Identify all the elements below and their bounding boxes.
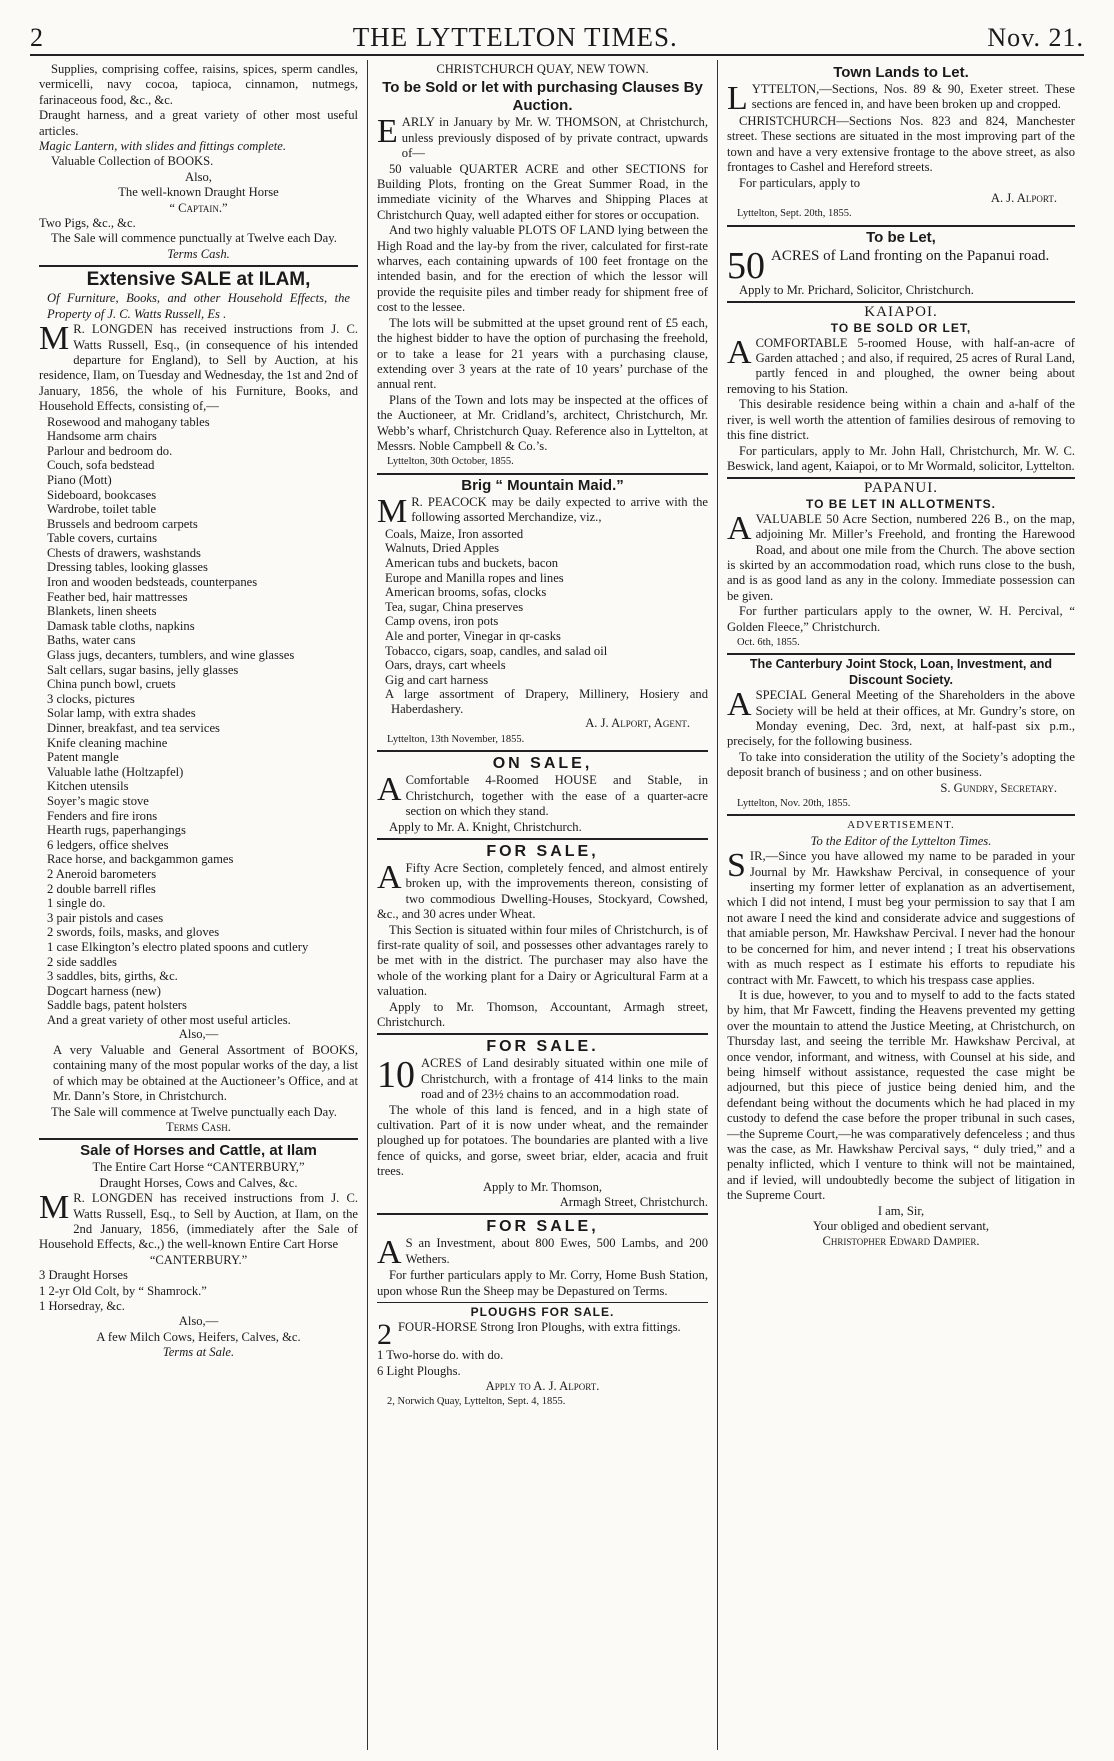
list-item: Damask table cloths, napkins — [47, 618, 195, 633]
text-line: Two Pigs, &c., &c. — [39, 216, 136, 231]
signature: Christopher Edward Dampier. — [822, 1234, 980, 1249]
ad-heading: ADVERTISEMENT. — [847, 819, 955, 832]
ad-body: YTTELTON,—Sections, Nos. 89 & 90, Exeter street. These sections are fenced in, and have been broken up and cropped. — [751, 82, 1075, 112]
list-item: Baths, water cans — [47, 633, 136, 648]
list-item: 3 pair pistols and cases — [47, 910, 164, 925]
horses-sale-ad — [39, 1142, 358, 1360]
drop-cap: L — [727, 80, 748, 117]
ad-body: And two highly valuable PLOTS OF LAND lying between the High Road and the lay-by from the river, calculated for first-rate wharves, each containing upwards of 100 feet frontage on the intended basin, and for the erection of which the lessor will provide the requisite piles and timber ready for shipment free of cost to the lessee. — [377, 223, 708, 315]
ad-heading: To be Sold or let with purchasing Clauses By Auction. — [382, 79, 703, 115]
apply-line: Apply to Mr. Thomson, Accountant, Armagh street, Christchurch. — [377, 999, 708, 1029]
ad-body: R. LONGDEN has received instructions from J. C. Watts Russell, Esq., to Sell by Auction, at Ilam, on the 2nd January, 1856, (immediately after the Sale of Household Effects, &c.,) the well-known Entire Cart Horse — [39, 1191, 358, 1252]
list-item: Patent mangle — [47, 750, 119, 765]
list-item: Oars, drays, cart wheels — [385, 658, 506, 673]
ad-body: VALUABLE 50 Acre Section, numbered 226 B., on the map, adjoining Mr. Miller’s Freehold, and fronting the Harewood Road, and about one mile from the Church. The above section is skirted by an accommodation road, which runs close to the bush, and is as good land as any in the colony. Immediate possession can be given. — [727, 511, 1075, 603]
dateline: Lyttelton, Nov. 20th, 1855. — [737, 798, 851, 810]
terms-line: Terms Cash. — [167, 246, 230, 261]
drop-number: 10 — [377, 1054, 415, 1097]
ad-body: ACRES of Land desirably situated within one mile of Christchurch, with a frontage of 414 links to the main road and of 23½ chains to an accommodation road. — [421, 1056, 708, 1102]
ad-heading: FOR SALE. — [486, 1038, 599, 1056]
ad-subheading: The Entire Cart Horse “CANTERBURY,” — [92, 1160, 305, 1175]
for-sale-sheep-ad — [377, 1217, 708, 1299]
list-item: 3 Draught Horses — [39, 1268, 128, 1283]
list-item: Europe and Manilla ropes and lines — [385, 570, 564, 585]
ad-heading: PLOUGHS FOR SALE. — [470, 1305, 615, 1320]
list-item: 3 saddles, bits, girths, &c. — [47, 969, 178, 984]
list-item: Feather bed, hair mattresses — [47, 589, 188, 604]
ad-body: COMFORTABLE 5-roomed House, with half-an-acre of Garden attached ; and also, if required, 25 acres of Rural Land, partly fenced in and ploughed, the owner being about removing to his Station. — [727, 335, 1075, 396]
list-item: 2 double barrell rifles — [47, 881, 156, 896]
list-item: Brussels and bedroom carpets — [47, 516, 198, 531]
ad-body: FOUR-HORSE Strong Iron Ploughs, with extra fittings. — [398, 1320, 681, 1335]
for-sale-ten-acre-ad — [377, 1037, 708, 1210]
list-item: Race horse, and backgammon games — [47, 852, 234, 867]
dateline: Oct. 6th, 1855. — [737, 636, 800, 648]
list-item: Solar lamp, with extra shades — [47, 706, 196, 721]
columns — [30, 60, 1084, 1750]
ad-body: Fifty Acre Section, completely fenced, and almost entirely broken up, with the improvements thereon, consisting of two commodious Dwelling-Houses, Stockyard, Cowshed, &c., and 30 acres under Wheat. — [377, 860, 708, 922]
list-item: Couch, sofa bedstead — [47, 458, 155, 473]
list-item: Walnuts, Dried Apples — [385, 541, 500, 556]
ad-heading: FOR SALE, — [486, 842, 599, 860]
list-item: Camp ovens, iron pots — [385, 614, 499, 629]
terms-line: Terms at Sale. — [162, 1345, 235, 1360]
newspaper-title: THE LYTTELTON TIMES. — [352, 22, 678, 52]
drop-number: 2 — [377, 1318, 392, 1352]
advertisement-letter — [727, 818, 1075, 1249]
drop-cap: A — [727, 686, 752, 724]
address-line: Armagh Street, Christchurch. — [559, 1195, 708, 1210]
letter-close: Your obliged and obedient servant, — [812, 1219, 990, 1233]
masthead — [30, 22, 1084, 56]
drop-cap: A — [377, 771, 402, 809]
list-item: China punch bowl, cruets — [47, 677, 176, 692]
furniture-list — [39, 415, 358, 1028]
list-item: Knife cleaning machine — [47, 735, 168, 750]
column-2 — [368, 60, 718, 1750]
list-item: Soyer’s magic stove — [47, 793, 149, 808]
papanui-ad — [727, 481, 1075, 650]
ad-subheading: Of Furniture, Books, and other Household Effects, the Property of J. C. Watts Russell, Es . — [47, 291, 350, 321]
sale-time: The Sale will commence at Twelve punctually each Day. — [51, 1104, 337, 1119]
text-line: Draught harness, and a great variety of other most useful articles. — [39, 108, 358, 138]
list-item: American brooms, sofas, clocks — [385, 585, 547, 600]
ad-body: The lots will be submitted at the upset ground rent of £5 each, the highest bidder to have the option of purchasing the freehold, or to take a lease for 21 years with a purchasing clause, extending over 3 years at the rate of 10 years’ purchase of the annual rent. — [377, 315, 708, 392]
ad-heading: KAIAPOI. — [864, 304, 938, 321]
brig-ad — [377, 477, 708, 748]
ad-body: Plans of the Town and lots may be inspected at the offices of the Auctioneer, at Mr. Cridland’s, architect, Christchurch, Mr. Webb’s wharf, Christchurch Quay. Reference also in Lyttelton, at Messrs. Noble Campbell & Co.’s. — [377, 392, 708, 453]
town-lands-ad — [727, 64, 1075, 222]
cows-line: A few Milch Cows, Heifers, Calves, &c. — [96, 1329, 301, 1344]
text-line: Magic Lantern, with slides and fittings complete. — [39, 139, 286, 154]
signature: A. J. Alport. — [990, 191, 1057, 206]
list-item: Valuable lathe (Holtzapfel) — [47, 764, 184, 779]
dateline: Lyttelton, Sept. 20th, 1855. — [737, 208, 852, 220]
list-item: American tubs and buckets, bacon — [385, 555, 559, 570]
drop-cap: A — [727, 333, 752, 371]
list-item: Wardrobe, toilet table — [47, 502, 157, 517]
list-item: Coals, Maize, Iron assorted — [385, 526, 524, 541]
text-line: Valuable Collection of BOOKS. — [51, 154, 214, 169]
list-item: Gig and cart harness — [385, 672, 489, 687]
merchandise-list — [377, 527, 708, 717]
dateline: Lyttelton, 13th November, 1855. — [387, 733, 525, 745]
letter-body: IR,—Since you have allowed my name to be paraded in your Journal by Mr. Hawkshaw Percival, in consequence of your inserting my former letter of explanation as an advertisement, which I did not intend, I must beg your permission to say that I am not aware I need the kind and considerate advice and suggestions of that amiable person, Mr. Hawkshaw Percival. I never had the honour to be concerned for him, and never intend ; I treat his observations with as much respect as I estimate his efforts to repudiate his contract with Mr. Fawcett, to which his trespass case applies. — [727, 849, 1075, 987]
letter-close: I am, Sir, — [877, 1203, 925, 1218]
list-item: And a great variety of other most useful articles. — [47, 1012, 291, 1027]
ad-body: This desirable residence being within a chain and a-half of the river, is well worth the attention of families desirous of removing to this fine district. — [727, 397, 1075, 443]
to-be-let-ad — [727, 229, 1075, 298]
list-item: 1 Two-horse do. with do. — [377, 1348, 504, 1363]
ad-body: SPECIAL General Meeting of the Shareholders in the above Society will be held at their offices, at Mr. Gundry’s store, on Monday evening, Dec. 3rd, next, at half-past six p.m., precisely, for the following business. — [727, 688, 1075, 749]
list-item: 6 ledgers, office shelves — [47, 837, 169, 852]
drop-cap: M — [39, 1189, 70, 1227]
ploughs-ad — [377, 1305, 708, 1410]
horse-name: “CANTERBURY.” — [149, 1252, 248, 1267]
ad-body: For particulars, apply to Mr. John Hall, Christchurch, Mr. W. C. Beswick, land agent, Kaiapoi, or to Mr Wormald, solicitor, Lyttelton. — [727, 443, 1075, 473]
ad-heading: FOR SALE, — [486, 1218, 599, 1236]
ad-body: R. PEACOCK may be daily expected to arrive with the following assorted Merchandize, viz., — [411, 494, 708, 525]
list-item: Table covers, curtains — [47, 531, 157, 546]
drop-cap: S — [727, 847, 746, 885]
list-item: Tea, sugar, China preserves — [385, 599, 524, 614]
drop-cap: A — [377, 858, 402, 896]
ad-heading: PAPANUI. — [863, 480, 938, 497]
list-item: 3 clocks, pictures — [47, 691, 135, 706]
books-paragraph: A very Valuable and General Assortment of BOOKS, containing many of the most popular works of the day, a list of which may be obtained at the Auctioneer’s Office, and at Mr. Dann’s Store, in Christchurch. — [53, 1042, 358, 1104]
drop-cap: A — [727, 509, 752, 547]
list-item: Ale and porter, Vinegar in qr-casks — [385, 628, 561, 643]
ad-body: The whole of this land is fenced, and in a high state of cultivation. Part of it is now under wheat, and the remainder ploughed up for potatoes. The boundaries are planted with a live fence of quicks, and gorse, sweet briar, elder, acacia and fruit trees. — [377, 1102, 708, 1179]
list-item: 1 2-yr Old Colt, by “ Shamrock.” — [39, 1283, 207, 1298]
list-item: 2 Aneroid barometers — [47, 866, 157, 881]
text-line: Supplies, comprising coffee, raisins, spices, sperm candles, vermicelli, navy cocoa, tapioca, cinnamon, nutmegs, farinaceous food, &c., &c. — [39, 62, 358, 107]
apply-line: Apply to Mr. Prichard, Solicitor, Christchurch. — [739, 282, 974, 297]
ad-topline: CHRISTCHURCH QUAY, NEW TOWN. — [436, 62, 649, 76]
ad-body: For further particulars apply to Mr. Corry, Home Bush Station, upon whose Run the Sheep may be Depastured on Terms. — [377, 1268, 708, 1298]
apply-line: Apply to A. J. Alport. — [485, 1379, 600, 1394]
ad-body: For particulars, apply to — [739, 175, 861, 190]
signature: S. Gundry, Secretary. — [940, 780, 1057, 795]
for-sale-fifty-acre-ad — [377, 842, 708, 1030]
society-ad — [727, 657, 1075, 811]
dateline: Lyttelton, 30th October, 1855. — [387, 456, 514, 468]
drop-cap: M — [39, 320, 70, 358]
also-line: Also,— — [178, 1314, 219, 1329]
terms-line: Terms Cash. — [166, 1119, 231, 1134]
letter-body: It is due, however, to you and to myself to add to the facts stated by him, that Mr Fawcett, finding the Heavens prevented my getting over the mountain to attend the Justice Meeting, at Christchurch, on Thursday last, and seeing the terrible Mr. Hawkshaw Percival, at once vendor, informant, and witness, with Counsel at his side, and being himself without assistance, requested the case might be adjourned, but this piece of justice being denied him, and the defendant being without the documents which he had placed in my custody to defend the case before the proper tribunal in such cases,—the Supreme Court,—he was comparatively defenceless ; and thus was the case, as Mr. Hawkshaw Percival says, “ duly tried,” and a penalty inflicted, which I venture to think will not be maintained, and if levied, will undoubtedly become the subject of litigation in the Supreme Court. — [727, 987, 1075, 1203]
ad-heading: The Canterbury Joint Stock, Loan, Investment, and Discount Society. — [749, 657, 1053, 687]
list-item: Rosewood and mahogany tables — [47, 414, 210, 429]
list-item: Dogcart harness (new) — [47, 983, 161, 998]
ad-heading: Town Lands to Let. — [833, 64, 969, 81]
list-item: Saddle bags, patent holsters — [47, 998, 187, 1013]
drop-number: 50 — [727, 244, 765, 287]
list-item: Kitchen utensils — [47, 779, 129, 794]
quay-ad — [377, 62, 708, 470]
list-item: Iron and wooden bedsteads, counterpanes — [47, 575, 258, 590]
list-item: Dinner, breakfast, and tea services — [47, 721, 220, 735]
drop-cap: E — [377, 113, 398, 151]
ad-body: ARLY in January by Mr. W. THOMSON, at Christchurch, unless previously disposed of by private contract, upwards of— — [401, 115, 708, 161]
text-line: The Sale will commence punctually at Twelve each Day. — [51, 231, 337, 246]
list-item: Sideboard, bookcases — [47, 487, 157, 502]
column-1 — [30, 60, 368, 1750]
text-line: “ Captain.” — [169, 200, 228, 215]
list-item: Salt cellars, sugar basins, jelly glasses — [47, 662, 239, 677]
ad-body: 50 valuable QUARTER ACRE and other SECTIONS for Building Plots, fronting on the Great Summer Road, in the immediate vicinity of the Wharves and Shipping Places at Christchurch Quay, well adapted either for stores or occupation. — [377, 161, 708, 222]
ad-heading: To be Let, — [866, 228, 936, 246]
list-item: 1 case Elkington’s electro plated spoons and cutlery — [47, 939, 309, 954]
ad-heading: Extensive SALE at ILAM, — [86, 269, 311, 291]
ad-heading: ON SALE, — [492, 755, 593, 773]
ad-heading: Brig “ Mountain Maid.” — [461, 476, 624, 494]
list-item: Fenders and fire irons — [47, 808, 158, 823]
letter-addressee: To the Editor of the Lyttelton Times. — [810, 833, 992, 848]
ad-subheading: TO BE SOLD OR LET, — [830, 320, 972, 335]
list-item: Parlour and bedroom do. — [47, 443, 173, 458]
ad-subheading: Draught Horses, Cows and Calves, &c. — [99, 1175, 298, 1190]
list-item: Dressing tables, looking glasses — [47, 560, 208, 575]
list-item: 2 side saddles — [47, 954, 117, 969]
apply-line: Apply to Mr. A. Knight, Christchurch. — [389, 819, 582, 834]
list-item: Tobacco, cigars, soap, candles, and salad oil — [385, 643, 608, 658]
list-item: Hearth rugs, paperhangings — [47, 823, 186, 838]
ad-subheading: TO BE LET IN ALLOTMENTS. — [806, 496, 996, 511]
ad-heading: Sale of Horses and Cattle, at Ilam — [80, 1142, 317, 1160]
drop-cap: M — [377, 492, 408, 530]
text-line: The well-known Draught Horse — [118, 185, 279, 200]
column-3 — [718, 60, 1084, 1750]
list-item: 1 Horsedray, &c. — [39, 1298, 125, 1313]
ad-body: This Section is situated within four miles of Christchurch, is of first-rate quality of soil, and possesses other advantages rarely to be met with in the district. The purchaser may also have the whole of the working plant for a Dairy or Agricultural Farm at a valuation. — [377, 922, 708, 999]
list-item: Blankets, linen sheets — [47, 604, 157, 619]
issue-date: Nov. 21. — [987, 23, 1084, 52]
text-line: Also, — [185, 169, 212, 184]
also-line: Also,— — [178, 1027, 219, 1042]
list-item: 6 Light Ploughs. — [377, 1363, 461, 1378]
list-item: A large assortment of Drapery, Millinery, Hosiery and Haberdashery. — [385, 687, 708, 716]
apply-line: Apply to Mr. Thomson, — [482, 1179, 603, 1194]
list-item: Handsome arm chairs — [47, 429, 157, 444]
ad-body: S an Investment, about 800 Ewes, 500 Lambs, and 200 Wethers. — [405, 1236, 708, 1266]
ad-body: For further particulars apply to the owner, W. H. Percival, “ Golden Fleece,” Christchurch. — [727, 604, 1075, 634]
page-number: 2 — [30, 23, 43, 52]
list-item: Chests of drawers, washstands — [47, 545, 201, 560]
ilam-sale-ad — [39, 269, 358, 1135]
on-sale-ad — [377, 754, 708, 835]
drop-cap: A — [377, 1234, 402, 1272]
ad-body: CHRISTCHURCH—Sections Nos. 823 and 824, Manchester street. These sections are situated in the most improving part of the town and have a very extensive frontage to the above street, as also frontages to Cashel and Hereford streets. — [727, 114, 1075, 175]
ad-body: Comfortable 4-Roomed HOUSE and Stable, in Christchurch, together with the ease of a quarter-acre section on which they stand. — [405, 773, 708, 819]
kaiapoi-ad — [727, 305, 1075, 474]
list-item: Glass jugs, decanters, tumblers, and wine glasses — [47, 648, 295, 663]
list-item: 2 swords, foils, masks, and gloves — [47, 925, 220, 940]
dateline: 2, Norwich Quay, Lyttelton, Sept. 4, 1855. — [387, 1396, 566, 1408]
supplies-continued — [39, 62, 358, 262]
list-item: Piano (Mott) — [47, 472, 112, 487]
ad-body: ACRES of Land fronting on the Papanui road. — [771, 247, 1050, 264]
signature: A. J. Alport, Agent. — [585, 716, 690, 731]
ad-body: R. LONGDEN has received instructions from J. C. Watts Russell, Esq., (in consequence of his intended departure for England), to Sell by Auction, at his residence, Ilam, on Tuesday and Wednesday, the 1st and 2nd of January, 1856, the whole of his Furniture, Books, and Household Effects, consisting of,— — [39, 322, 358, 414]
list-item: 1 single do. — [47, 896, 106, 911]
ad-body: To take into consideration the utility of the Society’s adopting the deposit branch of business ; and on other business. — [727, 749, 1075, 780]
